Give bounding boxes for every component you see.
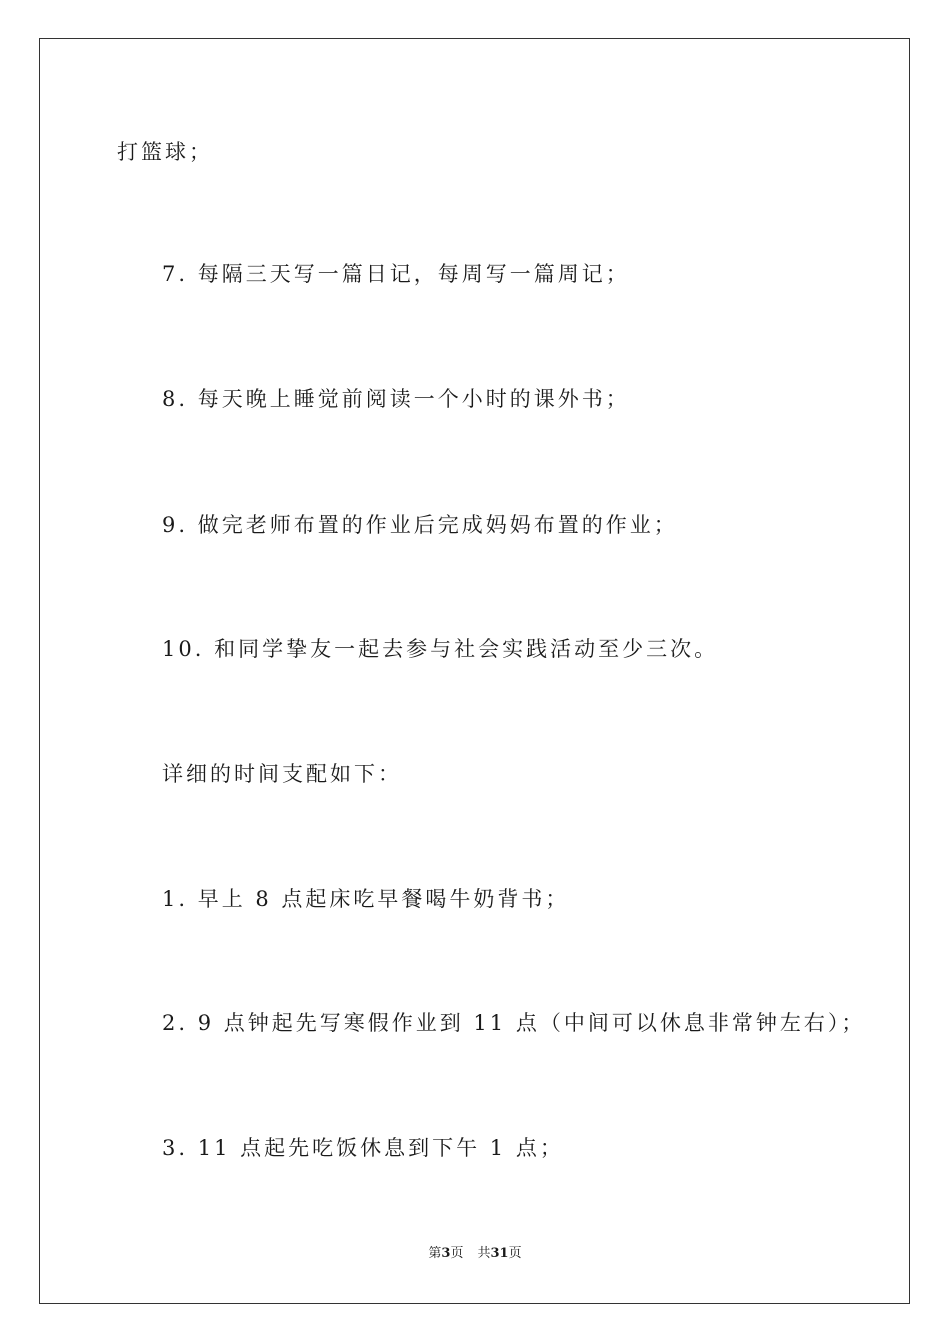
- text-line-4: 9. 做完老师布置的作业后完成妈妈布置的作业；: [162, 513, 678, 537]
- text-line-7: 1. 早上 8 点起床吃早餐喝牛奶背书；: [162, 887, 570, 911]
- total-pages: 31: [490, 1246, 509, 1261]
- page-prefix: 第: [428, 1246, 442, 1261]
- page-footer: [0, 1245, 950, 1263]
- page-number: 3: [441, 1246, 451, 1261]
- page-frame: [39, 38, 910, 1304]
- page-suffix: 页: [450, 1246, 464, 1261]
- total-suffix: 页: [508, 1246, 522, 1261]
- text-line-8: 2. 9 点钟起先写寒假作业到 11 点（中间可以休息非常钟左右）；: [162, 1011, 866, 1035]
- text-line-1: 打篮球；: [117, 140, 213, 164]
- text-line-9: 3. 11 点起先吃饭休息到下午 1 点；: [162, 1136, 564, 1160]
- total-prefix: 共: [477, 1246, 491, 1261]
- text-line-2: 7. 每隔三天写一篇日记，每周写一篇周记；: [162, 262, 630, 286]
- text-line-3: 8. 每天晚上睡觉前阅读一个小时的课外书；: [162, 387, 630, 411]
- text-line-6: 详细的时间支配如下：: [162, 762, 402, 786]
- text-line-5: 10. 和同学挚友一起去参与社会实践活动至少三次。: [162, 637, 719, 661]
